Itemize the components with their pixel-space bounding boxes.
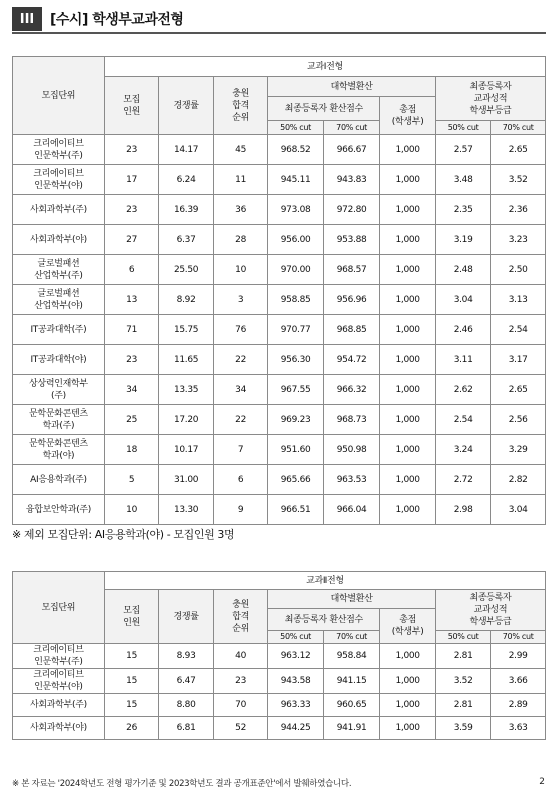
rank-cell: 28	[213, 225, 268, 255]
score-70cut-cell: 972.80	[323, 195, 380, 225]
grade-70cut-cell: 2.82	[491, 465, 546, 495]
score-50cut-cell: 968.52	[268, 135, 324, 165]
quota-cell: 5	[104, 465, 159, 495]
header-unit: 모집단위	[13, 572, 105, 644]
header-rate: 경쟁률	[159, 590, 214, 644]
score-50cut-cell: 963.33	[268, 694, 324, 717]
unit-cell: 사회과학부(야)	[13, 225, 105, 255]
unit-cell: 크리에이티브 인문학부(주)	[13, 135, 105, 165]
score-70cut-cell: 941.91	[323, 717, 380, 740]
score-70cut-cell: 953.88	[323, 225, 380, 255]
rank-cell: 52	[213, 717, 268, 740]
rank-cell: 22	[213, 345, 268, 375]
section-title: [수시] 학생부교과전형	[50, 12, 184, 28]
total-cell: 1,000	[380, 225, 436, 255]
grade-70cut-cell: 2.36	[491, 195, 546, 225]
score-50cut-cell: 970.77	[268, 315, 324, 345]
total-cell: 1,000	[380, 345, 436, 375]
score-70cut-cell: 941.15	[323, 669, 380, 694]
table1-title: 교과Ⅰ전형	[104, 57, 545, 77]
rate-cell: 6.47	[159, 669, 214, 694]
page-number: 2	[539, 777, 545, 787]
quota-cell: 25	[104, 405, 159, 435]
quota-cell: 17	[104, 165, 159, 195]
grade-70cut-cell: 2.99	[491, 644, 546, 669]
results-table-1	[12, 56, 546, 525]
rate-cell: 16.39	[159, 195, 214, 225]
rank-cell: 6	[213, 465, 268, 495]
score-70cut-cell: 943.83	[323, 165, 380, 195]
rate-cell: 13.30	[159, 495, 214, 525]
header-unit: 모집단위	[13, 57, 105, 135]
score-70cut-cell: 954.72	[323, 345, 380, 375]
total-cell: 1,000	[380, 195, 436, 225]
table-row	[13, 285, 546, 315]
grade-70cut-cell: 2.65	[491, 375, 546, 405]
rate-cell: 8.92	[159, 285, 214, 315]
table-row	[13, 165, 546, 195]
header-total: 총점 (학생부)	[380, 609, 436, 644]
unit-cell: 융합보안학과(주)	[13, 495, 105, 525]
score-50cut-cell: 945.11	[268, 165, 324, 195]
score-50cut-cell: 943.58	[268, 669, 324, 694]
unit-cell: 글로벌패션 산업학부(야)	[13, 285, 105, 315]
table-row	[13, 345, 546, 375]
grade-50cut-cell: 3.19	[435, 225, 491, 255]
grade-50cut-cell: 3.52	[435, 669, 491, 694]
total-cell: 1,000	[380, 435, 436, 465]
unit-cell: IT공과대학(주)	[13, 315, 105, 345]
grade-70cut-cell: 3.23	[491, 225, 546, 255]
rank-cell: 40	[213, 644, 268, 669]
rank-cell: 11	[213, 165, 268, 195]
total-cell: 1,000	[380, 315, 436, 345]
rank-cell: 9	[213, 495, 268, 525]
grade-70cut-cell: 3.17	[491, 345, 546, 375]
grade-50cut-cell: 3.11	[435, 345, 491, 375]
grade-70cut-cell: 3.52	[491, 165, 546, 195]
grade-50cut-cell: 3.24	[435, 435, 491, 465]
quota-cell: 26	[104, 717, 159, 740]
table-row	[13, 644, 546, 669]
header-final-reg-score: 최종등록자 환산점수	[268, 97, 380, 121]
total-cell: 1,000	[380, 375, 436, 405]
total-cell: 1,000	[380, 285, 436, 315]
total-cell: 1,000	[380, 717, 436, 740]
score-70cut-cell: 966.67	[323, 135, 380, 165]
unit-cell: 사회과학부(야)	[13, 717, 105, 740]
table-row	[13, 717, 546, 740]
unit-cell: 크리에이티브 인문학부(주)	[13, 644, 105, 669]
score-70cut-cell: 960.65	[323, 694, 380, 717]
score-50cut-cell: 969.23	[268, 405, 324, 435]
header-quota: 모집 인원	[104, 590, 159, 644]
grade-50cut-cell: 3.59	[435, 717, 491, 740]
total-cell: 1,000	[380, 669, 436, 694]
table-row	[13, 495, 546, 525]
rank-cell: 36	[213, 195, 268, 225]
rank-cell: 10	[213, 255, 268, 285]
rank-cell: 22	[213, 405, 268, 435]
score-70cut-cell: 966.32	[323, 375, 380, 405]
unit-cell: 사회과학부(주)	[13, 694, 105, 717]
grade-70cut-cell: 2.50	[491, 255, 546, 285]
score-50cut-cell: 944.25	[268, 717, 324, 740]
grade-70cut-cell: 2.54	[491, 315, 546, 345]
grade-50cut-cell: 2.54	[435, 405, 491, 435]
score-50cut-cell: 956.00	[268, 225, 324, 255]
header-rank: 충원 합격 순위	[213, 77, 268, 135]
quota-cell: 13	[104, 285, 159, 315]
grade-50cut-cell: 2.98	[435, 495, 491, 525]
total-cell: 1,000	[380, 694, 436, 717]
score-50cut-cell: 967.55	[268, 375, 324, 405]
grade-50cut-cell: 3.04	[435, 285, 491, 315]
header-grade-70cut: 70% cut	[491, 121, 546, 135]
grade-70cut-cell: 3.13	[491, 285, 546, 315]
score-70cut-cell: 963.53	[323, 465, 380, 495]
header-score-50cut: 50% cut	[268, 631, 324, 644]
score-50cut-cell: 958.85	[268, 285, 324, 315]
total-cell: 1,000	[380, 255, 436, 285]
table-row	[13, 195, 546, 225]
rate-cell: 8.80	[159, 694, 214, 717]
score-50cut-cell: 956.30	[268, 345, 324, 375]
score-50cut-cell: 973.08	[268, 195, 324, 225]
quota-cell: 27	[104, 225, 159, 255]
header-score-70cut: 70% cut	[323, 631, 380, 644]
quota-cell: 23	[104, 195, 159, 225]
table-row	[13, 669, 546, 694]
table-row	[13, 375, 546, 405]
grade-70cut-cell: 3.04	[491, 495, 546, 525]
quota-cell: 18	[104, 435, 159, 465]
rate-cell: 14.17	[159, 135, 214, 165]
rank-cell: 70	[213, 694, 268, 717]
rank-cell: 45	[213, 135, 268, 165]
score-70cut-cell: 966.04	[323, 495, 380, 525]
grade-70cut-cell: 2.65	[491, 135, 546, 165]
table-row	[13, 225, 546, 255]
rate-cell: 6.24	[159, 165, 214, 195]
results-table-2	[12, 571, 546, 740]
score-70cut-cell: 956.96	[323, 285, 380, 315]
grade-70cut-cell: 3.63	[491, 717, 546, 740]
unit-cell: 크리에이티브 인문학부(야)	[13, 165, 105, 195]
grade-50cut-cell: 2.46	[435, 315, 491, 345]
grade-70cut-cell: 3.29	[491, 435, 546, 465]
total-cell: 1,000	[380, 495, 436, 525]
score-70cut-cell: 958.84	[323, 644, 380, 669]
header-score-70cut: 70% cut	[323, 121, 380, 135]
table-row	[13, 435, 546, 465]
unit-cell: 글로벌패션 산업학부(주)	[13, 255, 105, 285]
score-50cut-cell: 963.12	[268, 644, 324, 669]
table-row	[13, 694, 546, 717]
total-cell: 1,000	[380, 644, 436, 669]
quota-cell: 23	[104, 135, 159, 165]
header-grade: 최종등록자 교과성적 학생부등급	[435, 590, 545, 631]
total-cell: 1,000	[380, 405, 436, 435]
score-50cut-cell: 965.66	[268, 465, 324, 495]
grade-50cut-cell: 2.57	[435, 135, 491, 165]
grade-70cut-cell: 3.66	[491, 669, 546, 694]
table-row	[13, 135, 546, 165]
quota-cell: 15	[104, 644, 159, 669]
header-grade-50cut: 50% cut	[435, 121, 491, 135]
grade-50cut-cell: 2.72	[435, 465, 491, 495]
header-dept-score: 대학별환산	[268, 77, 436, 97]
header-grade-50cut: 50% cut	[435, 631, 491, 644]
grade-70cut-cell: 2.56	[491, 405, 546, 435]
unit-cell: IT공과대학(야)	[13, 345, 105, 375]
quota-cell: 6	[104, 255, 159, 285]
grade-50cut-cell: 2.81	[435, 644, 491, 669]
table2-title: 교과Ⅱ전형	[104, 572, 545, 590]
rank-cell: 34	[213, 375, 268, 405]
grade-50cut-cell: 2.35	[435, 195, 491, 225]
rate-cell: 6.81	[159, 717, 214, 740]
total-cell: 1,000	[380, 165, 436, 195]
grade-50cut-cell: 2.48	[435, 255, 491, 285]
rate-cell: 15.75	[159, 315, 214, 345]
score-50cut-cell: 966.51	[268, 495, 324, 525]
table-row	[13, 315, 546, 345]
total-cell: 1,000	[380, 465, 436, 495]
unit-cell: 문학문화콘텐츠 학과(야)	[13, 435, 105, 465]
rate-cell: 11.65	[159, 345, 214, 375]
header-score-50cut: 50% cut	[268, 121, 324, 135]
quota-cell: 23	[104, 345, 159, 375]
grade-50cut-cell: 2.81	[435, 694, 491, 717]
rank-cell: 3	[213, 285, 268, 315]
table-row	[13, 405, 546, 435]
quota-cell: 15	[104, 669, 159, 694]
rate-cell: 6.37	[159, 225, 214, 255]
rate-cell: 8.93	[159, 644, 214, 669]
score-50cut-cell: 970.00	[268, 255, 324, 285]
section-header	[12, 6, 183, 32]
unit-cell: 문학문화콘텐츠 학과(주)	[13, 405, 105, 435]
quota-cell: 15	[104, 694, 159, 717]
header-rule	[12, 32, 546, 34]
header-dept-score: 대학별환산	[268, 590, 436, 609]
header-quota: 모집 인원	[104, 77, 159, 135]
header-rank: 충원 합격 순위	[213, 590, 268, 644]
unit-cell: 상상력인재학부 (주)	[13, 375, 105, 405]
grade-50cut-cell: 3.48	[435, 165, 491, 195]
unit-cell: 크리에이티브 인문학부(야)	[13, 669, 105, 694]
rank-cell: 7	[213, 435, 268, 465]
grade-50cut-cell: 2.62	[435, 375, 491, 405]
unit-cell: AI응용학과(주)	[13, 465, 105, 495]
rate-cell: 17.20	[159, 405, 214, 435]
source-footnote: ※ 본 자료는 '2024학년도 전형 평가기준 및 2023학년도 결과 공개표준안'에서 발췌하였습니다.	[12, 779, 352, 789]
rate-cell: 25.50	[159, 255, 214, 285]
table-row	[13, 255, 546, 285]
rate-cell: 10.17	[159, 435, 214, 465]
quota-cell: 34	[104, 375, 159, 405]
section-number: III	[12, 7, 42, 31]
score-50cut-cell: 951.60	[268, 435, 324, 465]
header-total: 총점 (학생부)	[380, 97, 436, 135]
table-row	[13, 465, 546, 495]
total-cell: 1,000	[380, 135, 436, 165]
header-rate: 경쟁률	[159, 77, 214, 135]
header-grade-70cut: 70% cut	[491, 631, 546, 644]
score-70cut-cell: 968.57	[323, 255, 380, 285]
score-70cut-cell: 950.98	[323, 435, 380, 465]
grade-70cut-cell: 2.89	[491, 694, 546, 717]
rate-cell: 13.35	[159, 375, 214, 405]
score-70cut-cell: 968.73	[323, 405, 380, 435]
rate-cell: 31.00	[159, 465, 214, 495]
unit-cell: 사회과학부(주)	[13, 195, 105, 225]
excluded-note: ※ 제외 모집단위: AI응용학과(야) - 모집인원 3명	[12, 528, 235, 541]
quota-cell: 71	[104, 315, 159, 345]
header-final-reg-score: 최종등록자 환산점수	[268, 609, 380, 631]
rank-cell: 76	[213, 315, 268, 345]
score-70cut-cell: 968.85	[323, 315, 380, 345]
quota-cell: 10	[104, 495, 159, 525]
rank-cell: 23	[213, 669, 268, 694]
header-grade: 최종등록자 교과성적 학생부등급	[435, 77, 545, 121]
